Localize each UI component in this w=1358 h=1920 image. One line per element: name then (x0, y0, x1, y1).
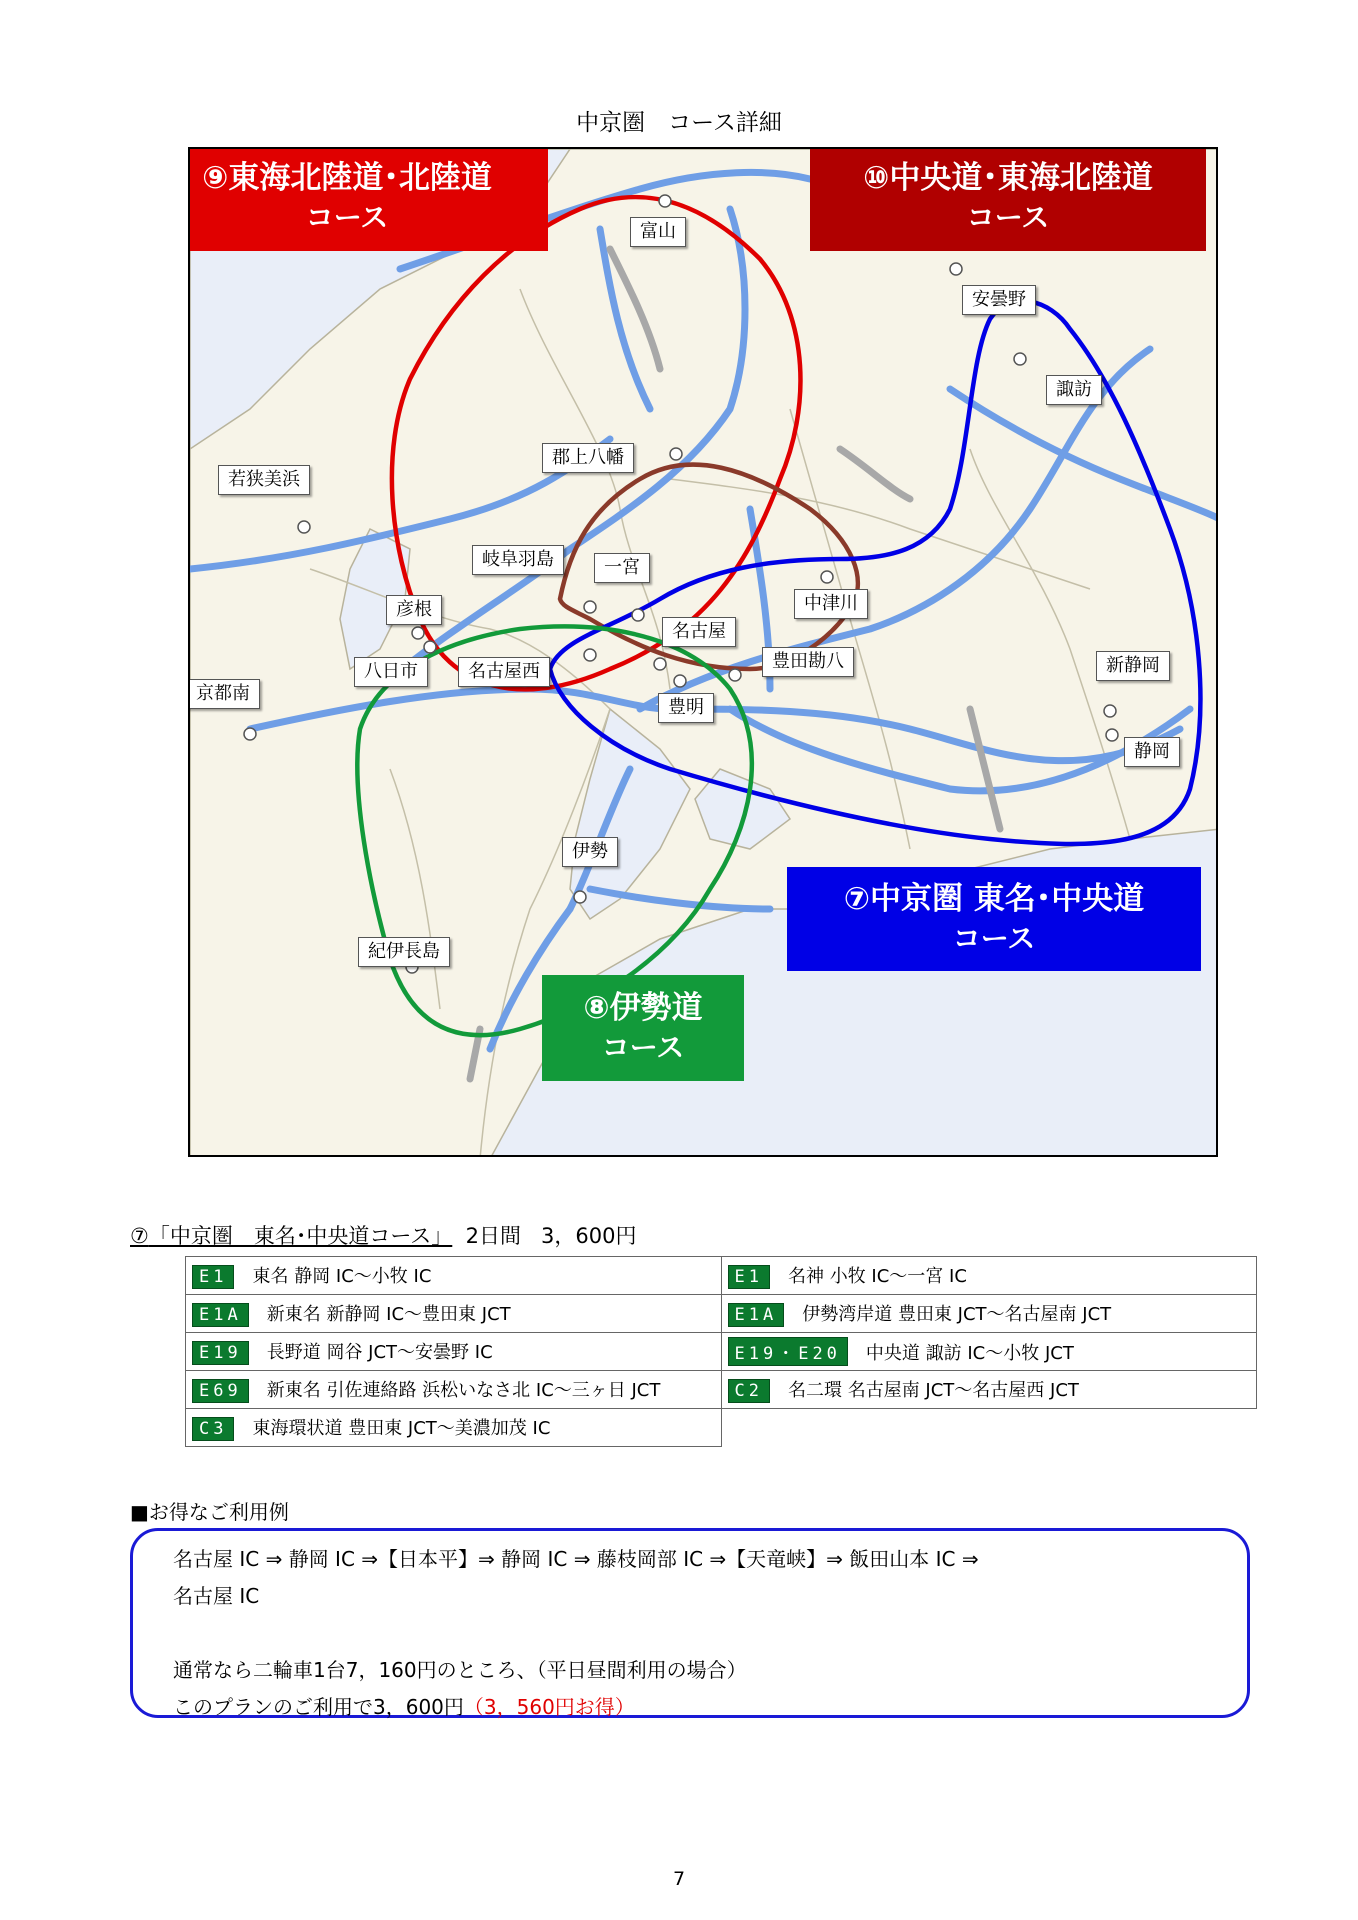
page-number: 7 (672, 1868, 686, 1890)
ic-label-suwa: 諏訪 (1046, 375, 1102, 405)
course-duration: 2日間 (465, 1224, 522, 1248)
table-row (186, 1295, 1257, 1333)
table-row (186, 1333, 1257, 1371)
ic-label-toyotakanpachi: 豊田勘八 (762, 647, 854, 677)
route-text: 新東名 新静岡 IC～豊田東 JCT (266, 1304, 511, 1325)
route-cell (721, 1371, 1257, 1409)
table-row (186, 1371, 1257, 1409)
route-code-badge: E1A (192, 1303, 249, 1327)
route-text: 東名 静岡 IC～小牧 IC (252, 1266, 432, 1287)
ic-label-kiinagashima: 紀伊長島 (358, 937, 450, 967)
ic-label-nagoya: 名古屋 (662, 617, 736, 647)
route-text: 名二環 名古屋南 JCT～名古屋西 JCT (787, 1380, 1079, 1401)
course-7-subtitle: コース (952, 922, 1036, 955)
course-heading (130, 1220, 637, 1250)
course-heading-title: ⑦「中京圏 東名･中央道コース」 (130, 1224, 453, 1248)
deal-blank-line (173, 1615, 1207, 1652)
route-cell (186, 1371, 722, 1409)
route-text: 中央道 諏訪 IC～小牧 JCT (865, 1343, 1074, 1364)
table-row (186, 1409, 1257, 1447)
route-text: 伊勢湾岸道 豊田東 JCT～名古屋南 JCT (802, 1304, 1112, 1325)
route-code-badge: C3 (192, 1417, 234, 1441)
route-code-badge: E1 (728, 1265, 770, 1289)
ic-label-wakasa: 若狭美浜 (218, 465, 310, 495)
deal-example-box (130, 1528, 1250, 1718)
ic-label-azumino: 安曇野 (962, 285, 1036, 315)
deal-savings: （3，560円お得） (463, 1695, 635, 1719)
route-cell (721, 1257, 1257, 1295)
course-map (188, 147, 1218, 1157)
course-8-subtitle: コース (601, 1031, 685, 1064)
route-cell (186, 1409, 722, 1447)
deal-heading: ■お得なご利用例 (130, 1500, 289, 1524)
course-8-title: ⑧伊勢道 (583, 990, 703, 1026)
course-10-box (810, 147, 1206, 251)
page-title: 中京圏 コース詳細 (576, 110, 782, 136)
route-table (185, 1256, 1257, 1447)
route-cell (721, 1295, 1257, 1333)
route-code-badge: C2 (728, 1379, 770, 1403)
ic-label-shinshizuoka: 新静岡 (1096, 651, 1170, 681)
route-text: 東海環状道 豊田東 JCT～美濃加茂 IC (252, 1418, 551, 1439)
course-price: 3，600円 (541, 1224, 637, 1248)
course-10-subtitle: コース (966, 201, 1050, 234)
route-cell (186, 1257, 722, 1295)
course-9-box (188, 147, 548, 251)
course-8-box (542, 975, 744, 1081)
route-cell (186, 1333, 722, 1371)
course-7-title: ⑦中京圏 東名･中央道 (843, 881, 1145, 917)
deal-route-line-2: 名古屋 IC (173, 1584, 260, 1608)
route-text: 新東名 引佐連絡路 浜松いなさ北 IC～三ヶ日 JCT (266, 1380, 661, 1401)
route-code-badge: E69 (192, 1379, 249, 1403)
ic-label-gifuhashima: 岐阜羽島 (472, 545, 564, 575)
ic-label-yokkaichi: 八日市 (354, 657, 428, 687)
route-code-badge: E1 (192, 1265, 234, 1289)
ic-label-nagoyanishi: 名古屋西 (458, 657, 550, 687)
course-10-title: ⑩中央道･東海北陸道 (863, 160, 1153, 196)
ic-label-nakatsugawa: 中津川 (794, 589, 868, 619)
ic-label-hikone: 彦根 (386, 595, 442, 625)
ic-label-gujo: 郡上八幡 (542, 443, 634, 473)
route-text: 名神 小牧 IC～一宮 IC (787, 1266, 967, 1287)
route-cell (186, 1295, 722, 1333)
course-9-title: ⑨東海北陸道･北陸道 (202, 160, 492, 196)
ic-label-toyoake: 豊明 (658, 693, 714, 723)
ic-label-shizuoka: 静岡 (1124, 737, 1180, 767)
table-row (186, 1257, 1257, 1295)
ic-label-ise: 伊勢 (562, 837, 618, 867)
course-7-box (787, 867, 1201, 971)
route-code-badge: E19 (192, 1341, 249, 1365)
ic-label-ichinomiya: 一宮 (594, 553, 650, 583)
deal-normal-price: 通常なら二輪車1台7，160円のところ、（平日昼間利用の場合） (173, 1658, 747, 1682)
route-text: 長野道 岡谷 JCT～安曇野 IC (266, 1342, 493, 1363)
course-9-subtitle: コース (305, 201, 389, 234)
deal-route-line-1: 名古屋 IC ⇒ 静岡 IC ⇒【日本平】⇒ 静岡 IC ⇒ 藤枝岡部 IC ⇒【天竜峡】⇒ 飯田山本 IC ⇒ (173, 1547, 979, 1571)
route-code-badge: E1A (728, 1303, 785, 1327)
route-code-badge: E19・E20 (728, 1337, 848, 1366)
deal-plan-price: このプランのご利用で3，600円（3，560円お得） (173, 1695, 635, 1719)
empty-cell (721, 1409, 1257, 1447)
route-cell (721, 1333, 1257, 1371)
ic-label-kyotominami: 京都南 (188, 679, 260, 709)
ic-label-toyama: 富山 (630, 217, 686, 247)
